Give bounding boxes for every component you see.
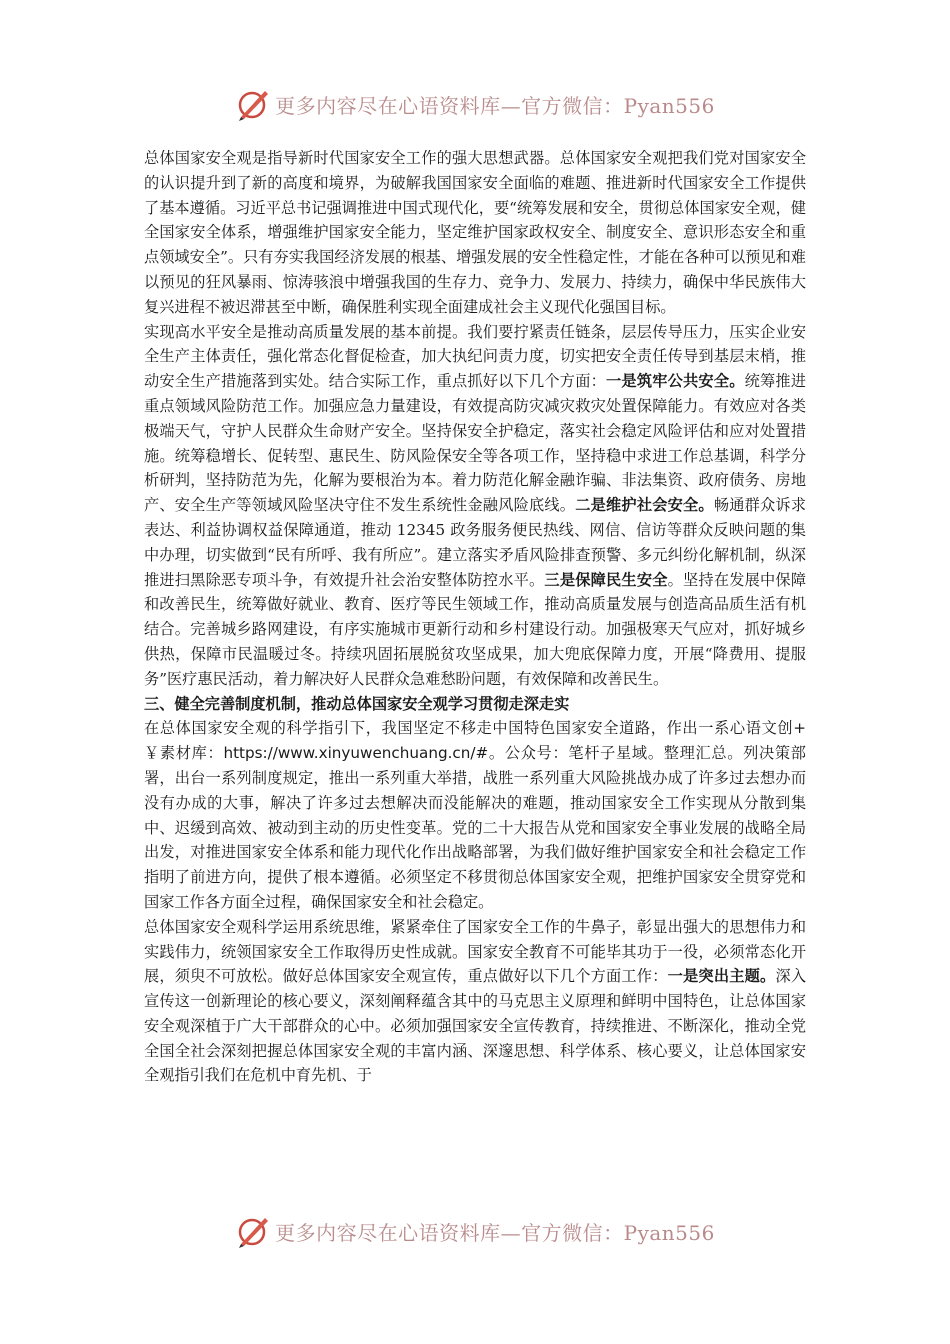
banner-text: 更多内容尽在心语资料库—官方微信：Pyan556 [275,93,715,118]
point-public-safety: 一是筑牢公共安全。 [606,372,745,391]
banner-text: 更多内容尽在心语资料库—官方微信：Pyan556 [275,1220,715,1245]
paragraph-2-social: 畅通群众诉求表达、利益协调权益保障通道，推动 12345 政务服务便民热线、网信、信访等群众反映问题的集中办理，切实做到“民有所呼、我有所应”。建立落实矛盾风险排查预警、多元纠纷化解机制，纵深推进扫黑除恶专项斗争，有效提升社会治安整体防控水平。 [144,496,807,589]
pen-logo-icon [235,86,271,122]
point-social-safety: 二是维护社会安全。 [575,496,714,515]
header-banner [0,84,950,124]
paragraph-1: 总体国家安全观是指导新时代国家安全工作的强大思想武器。总体国家安全观把我们党对国家安全的认识提升到了新的高度和境界，为破解我国国家安全面临的难题、推进新时代国家安全工作提供了基本遵循。习近平总书记强调推进中国式现代化，要“统筹发展和安全，贯彻总体国家安全观，健全国家安全体系，增强维护国家安全能力，坚定维护国家政权安全、制度安全、意识形态安全和重点领域安全”。只有夯实我国经济发展的根基、增强发展的安全性稳定性，才能在各种可以预见和难以预见的狂风暴雨、惊涛骇浪中增强我国的生存力、竞争力、发展力、持续力，确保中华民族伟大复兴进程不被迟滞甚至中断，确保胜利实现全面建成社会主义现代化强国目标。 [144,149,806,316]
paragraph-2-intro: 实现高水平安全是推动高质量发展的基本前提。我们要拧紧责任链条，层层传导压力，压实企业安全生产主体责任，强化常态化督促检查，加大执纪问责力度，切实把安全责任传导到基层末梢，推动安全生产措施落到实处。结合实际工作，重点抓好以下几个方面： [144,322,806,391]
section-heading-3: 三、健全完善制度机制，推动总体国家安全观学习贯彻走深走实 [144,694,570,713]
point-highlight-theme: 一是突出主题。 [667,967,776,986]
pen-logo-icon [235,1213,271,1249]
paragraph-3: 在总体国家安全观的科学指引下，我国坚定不移走中国特色国家安全道路，作出一系心语文创+￥素材库：https://www.xinyuwenchuang.cn/#。公众号：笔杆子星域。整理汇总。列决策部署，出台一系列制度规定，推出一系列重大举措，战胜一系列重大风险挑战办成了许多过去想办而没有办成的大事，解决了许多过去想解决而没能解决的难题，推动国家安全工作实现从分散到集中、迟缓到高效、被动到主动的历史性变革。党的二十大报告从党和国家安全事业发展的战略全局出发，对推进国家安全体系和能力现代化作出战略部署，为我们做好维护国家安全和社会稳定工作指明了前进方向，提供了根本遵循。必须坚定不移贯彻总体国家安全观，把维护国家安全贯穿党和国家工作各方面全过程，确保国家安全和社会稳定。 [144,719,806,911]
paragraph-2 [144,320,806,692]
paragraph-2-public: 统筹推进重点领域风险防范工作。加强应急力量建设，有效提高防灾减灾救灾处置保障能力。有效应对各类极端天气，守护人民群众生命财产安全。坚持保安全护稳定，落实社会稳定风险评估和应对处置措施。统筹稳增长、促转型、惠民生、防风险保安全等各项工作，坚持稳中求进工作总基调，科学分析研判，坚持防范为先，化解为要根治为本。着力防范化解金融诈骗、非法集资、政府债务、房地产、安全生产等领域风险坚决守住不发生系统性金融风险底线。 [144,372,807,515]
document-body [144,146,806,1088]
paragraph-4 [144,915,806,1089]
paragraph-2-livelihood: 。坚持在发展中保障和改善民生，统筹做好就业、教育、医疗等民生领域工作，推动高质量发展与创造高品质生活有机结合。完善城乡路网建设，有序实施城市更新行动和乡村建设行动。加强极寒天气应对，抓好城乡供热，保障市民温暖过冬。持续巩固拓展脱贫攻坚成果，加大兜底保障力度，开展“降费用、提服务”医疗惠民活动，着力解决好人民群众急难愁盼问题，有效保障和改善民生。 [144,570,807,688]
paragraph-4-intro: 总体国家安全观科学运用系统思维，紧紧牵住了国家安全工作的牛鼻子，彰显出强大的思想伟力和实践伟力，统领国家安全工作取得历史性成就。国家安全教育不可能毕其功于一役，必须常态化开展，须臾不可放松。做好总体国家安全观宣传，重点做好以下几个方面工作： [144,917,806,986]
footer-banner [0,1211,950,1251]
paragraph-4-body: 深入宣传这一创新理论的核心要义，深刻阐释蕴含其中的马克思主义原理和鲜明中国特色，让总体国家安全观深植于广大干部群众的心中。必须加强国家安全宣传教育，持续推进、不断深化，推动全党全国全社会深刻把握总体国家安全观的丰富内涵、深邃思想、科学体系、核心要义，让总体国家安全观指引我们在危机中育先机、于 [144,967,807,1085]
point-livelihood-safety: 三是保障民生安全 [544,570,668,589]
